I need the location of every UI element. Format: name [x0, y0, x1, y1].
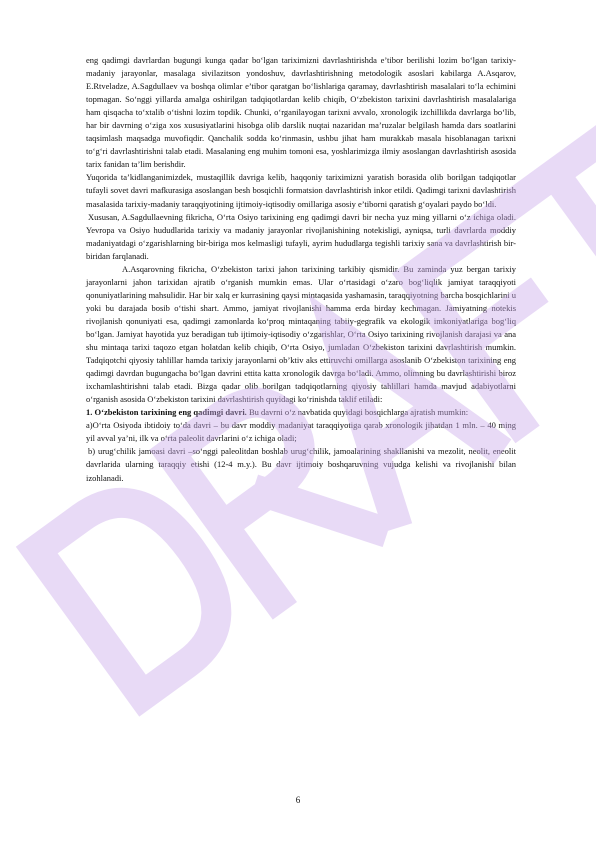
paragraph-sagdullaev: Xususan, A.Sagdullaevning fikricha, O‘rta Osiyo tarixining eng qadimgi davri bir necha yuz ming yillarni o‘z ichiga oladi. Yevropa va Osiyo hududlarida tarixiy va madaniy jarayonlar rivojlanishining notekisligi, ayniqsa, turli davrlarda moddiy madaniyatdagi o‘zgarishlarning bir-biriga mos kelmasligi tufayli, ayrim hududlarga tegishli tarixiy sana va davrlashtirish bir-biridan farqlanadi. [86, 211, 516, 261]
list-heading-text: Bu davrni o‘z navbatida quyidagi bosqichlarga ajratish mumkin: [246, 407, 469, 418]
page-number: 6 [295, 795, 301, 805]
list-heading-title: 1. O‘zbekiston tarixining eng qadimgi davri. [86, 407, 247, 418]
paragraph-asqarov: A.Asqarovning fikricha, O‘zbekiston tarixi jahon tarixining tarkibiy qismidir. Bu zaminda yuz bergan tarixiy jarayonlarni jahon tarixidan ajratib o‘rganish mumkin emas. Ular o‘rtasidagi o‘zaro bog‘liqlik jamiyat taraqqiyoti qonuniyatlarining mahsulidir. Har bir xalq er kurrasining qaysi mintaqasida yashamasin, taraqqiyotning barcha bosqichlarini u yoki bu darajada bosib o‘tishi shart. Ammo, jamiyat rivojlanishi hamma erda birday kechmagan. Jamiyatning notekis rivojlanish qonuniyati esa, qadimgi zamonlarda ko‘proq mintaqaning tabiiy-gegrafik va ekologik imkoniyatlariga bog‘liq bo‘lgan. Jamiyat hayotida yuz beradigan tub ijtimoiy-iqtisodiy o‘zgarishlar, O‘rta Osiyo tarixining rivojlanish darajasi va ana shu mintaqa tarixi taqozo etgan holatdan kelib chiqib, O‘rta Osiyo, jumladan O‘zbekiston tarixini davrlashtirish mumkin. Tadqiqotchi qiyosiy tahlillar hamda tarixiy jarayonlarni ob’ktiv aks ettiruvchi omillarga asoslanib O‘zbekiston tarixining eng qadimgi davrdan bugungacha bo‘lgan davrini ettita katta xronologik davrga bo‘ladi. Ammo, olimning bu davrlashtirishi biroz ixchamlashtirishni talab etadi. Bizga qadar olib borilgan tadqiqotlarning qiyosiy tahlillari hamda mavjud adabiyotlarni o‘rganish asosida O‘zbekiston tarixini davrlashtirish quyidagi ko‘rinishda taklif etiladi: [86, 263, 516, 405]
watermark-letter-d [37, 477, 244, 696]
list-heading [86, 406, 516, 419]
list-item-a: a)O‘rta Osiyoda ibtidoiy to‘da davri – bu davr moddiy madaniyat taraqqiyotiga qarab xronologik jihatdan 1 mln. – 40 ming yil avval ya’ni, ilk va o‘rta paleolit davrlarini o‘z ichiga oladi; [86, 420, 516, 444]
paragraph-intro: eng qadimgi davrlardan bugungi kunga qadar bo‘lgan tariximizni davrlashtirishda e’tibor berilishi lozim bo‘lgan tarixiy-madaniy jarayonlar, masalaga sivilazitson yondoshuv, davrlashtirishning metodologik asoslari kabilarga A.Asqarov, E.Rtveladze, A.Sagdullaev va boshqa olimlar e’tibor qaratgan bo‘lishlariga qaramay, davrlashtirish masalalari to‘la echimini topmagan. So‘nggi yillarda amalga oshirilgan tadqiqotlardan kelib chiqib, O‘zbekiston tarixini davrlashtirish masalalariga ham qisqacha to‘xtalib o‘tishni lozim topdik. Chunki, o‘rganilayogan tarixni avvalo, xronologik izchillikda davrlarga bo‘lib, har bir davrning o‘ziga xos xususiyatlarini hisobga olib darslik nuqtai nazaridan ma’ruzalar belgilash hamda dars soatlarini taqsimlash maqsadga muvofiqdir. Qanchalik sodda ko‘rinmasin, ushbu jihat ham murakkab masala hisoblanagan tarixni to‘g‘ri davrlashtirishni talab etadi. Masalaning eng muhim tomoni esa, yoshlarimizga ilmiy asoslangan davrlashtirish asosida tarix fanidan ta’lim berishdir. [86, 55, 516, 170]
list-item-b: b) urug‘chilik jamoasi davri –so‘nggi paleolitdan boshlab urug‘chilik, jamoalarining shakllanishi va mezolit, neolit, eneolit davrlarida ularning taraqqiy etishi (12-4 m.y.). Bu davr ijtimoiy boshqaruvning vujudga kelishi va rivojlanishi bilan izohlanadi. [86, 446, 516, 483]
watermark-letter-t [506, 139, 596, 355]
paragraph-independence: Yuqorida ta’kidlanganimizdek, mustaqillik davriga kelib, haqqoniy tariximizni yaratish borasida olib borilgan tadqiqotlar tufayli sovet davri mafkurasiga asoslangan besh bosqichli formatsion davrlashtirish inkor etildi. Qadimgi tarixni davlashtirish masalasida tarixiy-madaniy taraqqiyotining ijtimoiy-iqtisodiy omillariga asosiy e’tiborni qaratish g‘oyalari paydo bo‘ldi. [86, 172, 516, 209]
body-text [86, 54, 516, 485]
